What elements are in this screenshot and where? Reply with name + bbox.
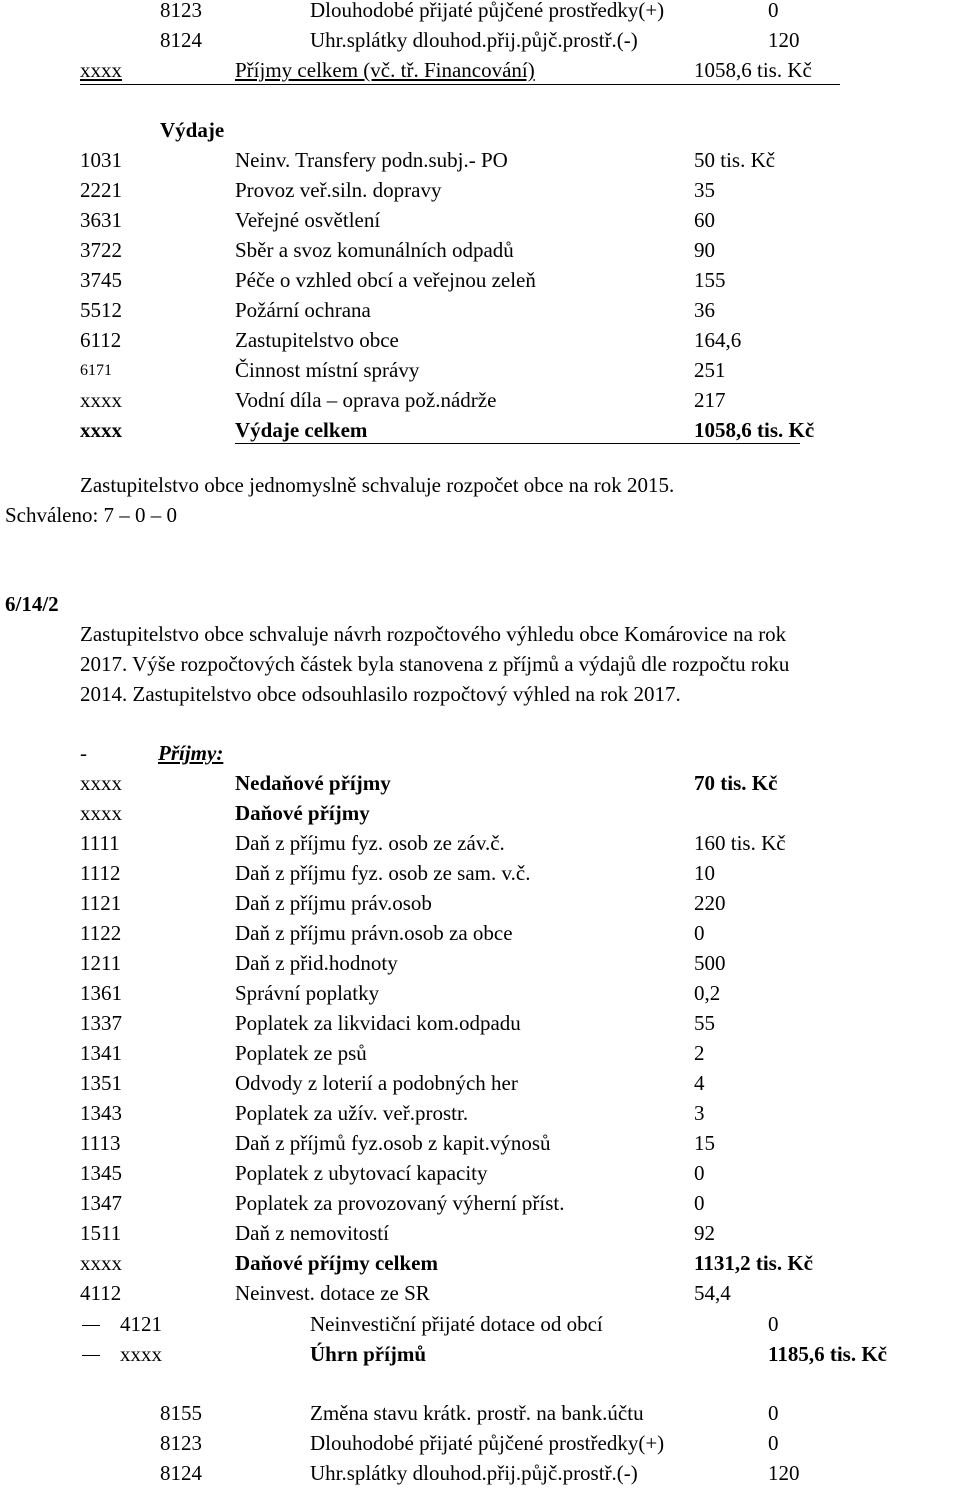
item-name: Daň z příjmu fyz. osob ze záv.č. [235,831,505,855]
item-code: 1031 [80,148,122,172]
table-row [0,1223,960,1253]
item-name: Daň z nemovitostí [235,1221,389,1245]
item-code: xxxx [80,58,122,82]
table-row [0,923,960,953]
table-row [0,1433,960,1463]
bullet: - [80,741,87,765]
item-name: Neinv. Transfery podn.subj.- PO [235,148,508,172]
item-code: 8124 [160,1461,202,1485]
item-name: Poplatek z ubytovací kapacity [235,1161,488,1185]
section-heading: Výdaje [160,118,225,142]
resolution-text: Zastupitelstvo obce jednomyslně schvaluje rozpočet obce na rok 2015. [80,473,675,497]
item-code: 1111 [80,831,120,855]
item-code: 1211 [80,951,122,975]
dash-marker [82,1325,100,1326]
item-code: 4121 [120,1312,162,1336]
item-name: Daň z přid.hodnoty [235,951,398,975]
item-value: 15 [694,1131,715,1155]
item-value: 0 [768,1312,779,1336]
item-value: 0 [768,0,779,22]
table-row [0,210,960,240]
item-name: Odvody z loterií a podobných her [235,1071,518,1095]
table-row [0,360,960,390]
item-value: 1058,6 tis. Kč [694,58,812,82]
item-value: 120 [768,28,800,52]
item-code: 1345 [80,1161,122,1185]
item-name: Uhr.splátky dlouhod.přij.půjč.prostř.(-) [310,1461,638,1485]
item-name: Poplatek za užív. veř.prostr. [235,1101,469,1125]
item-code: 6112 [80,328,122,352]
item-name: Příjmy celkem (vč. tř. Financování) [235,58,535,82]
nedanove-row [0,773,960,803]
danove-heading-row [0,803,960,833]
item-code: 1361 [80,981,122,1005]
item-code: xxxx [120,1342,162,1366]
table-row [0,983,960,1013]
item-name: Činnost místní správy [235,358,420,382]
item-name: Neinvest. dotace ze SR [235,1281,430,1305]
item-name: Požární ochrana [235,298,371,322]
item-value: 0 [694,921,705,945]
vydaje-heading-row [0,120,960,150]
dotace-row [0,1283,960,1313]
item-value: 251 [694,358,726,382]
item-name: Uhr.splátky dlouhod.přij.půjč.prostř.(-) [310,28,638,52]
item-name: Dlouhodobé přijaté půjčené prostředky(+) [310,1431,665,1455]
item-code: 8155 [160,1401,202,1425]
table-row [0,240,960,270]
item-code: 1122 [80,921,122,945]
item-name: Péče o vzhled obcí a veřejnou zeleň [235,268,536,292]
item-name: Vodní díla – oprava pož.nádrže [235,388,497,412]
table-row [0,1073,960,1103]
item-code: 1337 [80,1011,122,1035]
approved-vote: Schváleno: 7 – 0 – 0 [5,503,178,527]
item-name: Poplatek za likvidaci kom.odpadu [235,1011,521,1035]
item-code: 4112 [80,1281,122,1305]
table-row [0,270,960,300]
item-value: 160 tis. Kč [694,831,786,855]
table-row [0,1463,960,1493]
item-code: 1113 [80,1131,121,1155]
item-name: Správní poplatky [235,981,380,1005]
item-code: xxxx [80,771,122,795]
item-code: 3722 [80,238,122,262]
item-name: Zastupitelstvo obce [235,328,399,352]
table-row [0,1193,960,1223]
item-value: 0 [694,1191,705,1215]
table-row [0,863,960,893]
item-code: 8123 [160,0,202,22]
item-name: Daňové příjmy celkem [235,1251,438,1275]
item-name: Úhrn příjmů [310,1342,427,1366]
item-value: 1185,6 tis. Kč [768,1342,887,1366]
table-row [0,1103,960,1133]
item-name: Dlouhodobé přijaté půjčené prostředky(+) [310,0,665,22]
table-row [0,300,960,330]
item-value: 2 [694,1041,705,1065]
item-name: Poplatek za provozovaný výherní příst. [235,1191,565,1215]
item-code: 3745 [80,268,122,292]
item-code: 1343 [80,1101,122,1125]
dash-marker [82,1355,100,1356]
table-row [0,953,960,983]
item-value: 155 [694,268,726,292]
item-name: Nedaňové příjmy [235,771,391,795]
table-row [0,0,960,30]
section-id: 6/14/2 [5,592,59,616]
outlook-line: Zastupitelstvo obce schvaluje návrh rozpočtového výhledu obce Komárovice na rok [80,622,787,646]
prijmy-heading-row [0,743,960,773]
item-value: 0 [694,1161,705,1185]
item-code: xxxx [80,801,122,825]
item-name: Daňové příjmy [235,801,370,825]
item-code: 3631 [80,208,122,232]
item-name: Změna stavu krátk. prostř. na bank.účtu [310,1401,644,1425]
item-code: 2221 [80,178,122,202]
item-code: 1341 [80,1041,122,1065]
table-row [0,893,960,923]
item-value: 10 [694,861,715,885]
item-name: Daň z příjmů fyz.osob z kapit.výnosů [235,1131,551,1155]
table-row [0,30,960,60]
prijmy-total-row [0,60,960,90]
table-row [0,1403,960,1433]
outlook-line: 2014. Zastupitelstvo obce odsouhlasilo rozpočtový výhled na rok 2017. [80,682,681,706]
item-value: 36 [694,298,715,322]
item-value: 0,2 [694,981,721,1005]
item-name: Poplatek ze psů [235,1041,367,1065]
table-row [0,330,960,360]
table-row [0,1043,960,1073]
table-row [0,833,960,863]
item-value: 35 [694,178,715,202]
item-value: 500 [694,951,726,975]
item-name: Výdaje celkem [235,418,368,442]
uhrn-row [0,1344,960,1374]
item-code: 5512 [80,298,122,322]
item-name: Provoz veř.siln. dopravy [235,178,442,202]
item-code: xxxx [80,418,122,442]
item-value: 54,4 [694,1281,731,1305]
table-row [0,390,960,420]
item-name: Daň z příjmu právn.osob za obce [235,921,513,945]
total-underline [235,443,800,444]
table-row [0,150,960,180]
item-name: Daň z příjmu práv.osob [235,891,432,915]
item-value: 60 [694,208,715,232]
item-value: 1131,2 tis. Kč [694,1251,813,1275]
dotace-obci-row [0,1314,960,1344]
item-code: 1351 [80,1071,122,1095]
vydaje-total-row [0,420,960,450]
item-code: 1511 [80,1221,122,1245]
section-heading: Příjmy: [158,741,224,765]
item-value: 4 [694,1071,705,1095]
item-value: 120 [768,1461,800,1485]
table-row [0,1163,960,1193]
item-name: Sběr a svoz komunálních odpadů [235,238,514,262]
item-code: 6171 [80,362,112,379]
table-row [0,180,960,210]
item-value: 92 [694,1221,715,1245]
total-underline [80,84,840,85]
item-code: 1112 [80,861,121,885]
danove-total-row [0,1253,960,1283]
item-value: 1058,6 tis. Kč [694,418,815,442]
item-code: 1121 [80,891,122,915]
item-code: xxxx [80,1251,122,1275]
item-name: Veřejné osvětlení [235,208,381,232]
item-code: 1347 [80,1191,122,1215]
table-row [0,1013,960,1043]
item-value: 70 tis. Kč [694,771,778,795]
item-code: 8123 [160,1431,202,1455]
item-value: 90 [694,238,715,262]
item-value: 0 [768,1401,779,1425]
item-value: 164,6 [694,328,742,352]
item-value: 50 tis. Kč [694,148,776,172]
item-code: xxxx [80,388,122,412]
item-value: 217 [694,388,726,412]
table-row [0,1133,960,1163]
item-value: 0 [768,1431,779,1455]
item-name: Daň z příjmu fyz. osob ze sam. v.č. [235,861,531,885]
item-value: 55 [694,1011,715,1035]
item-code: 8124 [160,28,202,52]
item-value: 3 [694,1101,705,1125]
item-name: Neinvestiční přijaté dotace od obcí [310,1312,603,1336]
outlook-line: 2017. Výše rozpočtových částek byla stanovena z příjmů a výdajů dle rozpočtu roku [80,652,790,676]
item-value: 220 [694,891,726,915]
